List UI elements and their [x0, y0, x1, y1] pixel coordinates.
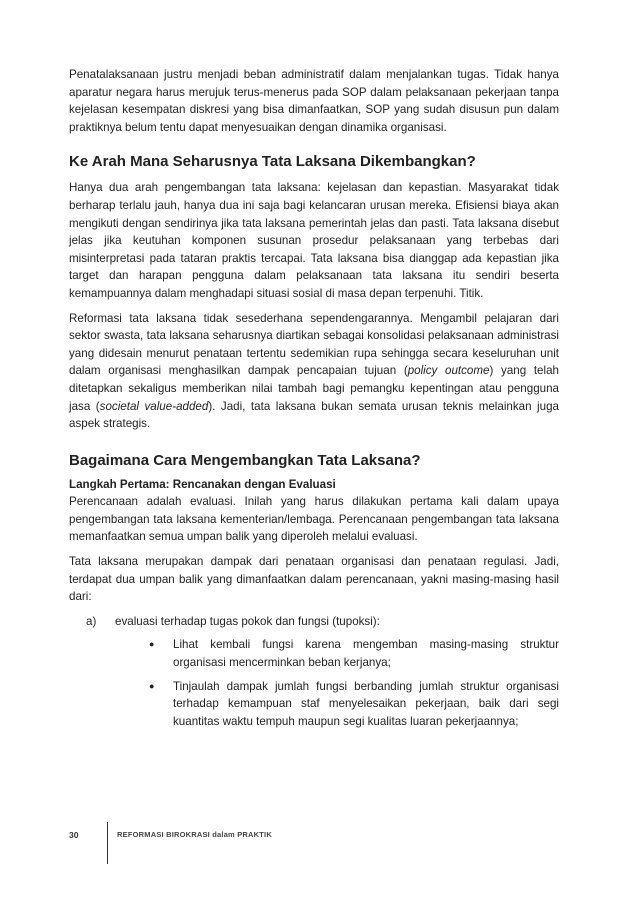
- list-item-text: evaluasi terhadap tugas pokok dan fungsi (tupoksi):: [115, 614, 380, 628]
- bullet-list: [69, 636, 559, 730]
- page-body: [69, 66, 559, 736]
- list-marker: a): [86, 614, 97, 628]
- policy-outcome-term: policy outcome: [407, 364, 490, 378]
- societal-value-added-term: societal value-added: [99, 399, 209, 413]
- method-paragraph-2: Tata laksana merupakan dampak dari penataan organisasi dan penataan regulasi. Jadi, terdapat dua umpan balik yang dimanfaatkan dalam perencanaan, yakni masing-masing hasil dari:: [69, 555, 559, 604]
- paragraph-text: Reformasi tata laksana tidak sesederhana sependengarannya. Mengambil pelajaran dari sektor swasta, tata laksana seharusnya diartikan sebagai konsolidasi pelaksanaan administrasi yang didesain menurut penataan tertentu sedemikian rupa sehingga secara keseluruhan unit dalam organisasi menghasilkan dampak pencapaian tujuan (: [69, 311, 559, 378]
- running-title: REFORMASI BIROKRASI dalam PRAKTIK: [117, 830, 272, 839]
- footer-divider: [107, 822, 108, 864]
- page-number: 30: [69, 830, 79, 840]
- paragraph-text: ) yang telah ditetapkan sekaligus memberikan nilai tambah bagi pemangku kepentingan atau pengguna jasa (: [69, 364, 559, 413]
- intro-paragraph: Penatalaksanaan justru menjadi beban administratif dalam menjalankan tugas. Tidak hanya aparatur negara harus merujuk terus-menerus pada SOP dalam pelaksanaan pekerjaan tanpa kejelasan kesempatan diskresi yang bisa dimanfaatkan, SOP yang sudah disusun pun dalam praktiknya belum tentu dapat menyesuaikan dengan dinamika organisasi.: [69, 68, 559, 134]
- bullet-icon: ●: [149, 639, 155, 650]
- page-footer: [69, 822, 469, 862]
- bullet-icon: ●: [149, 680, 155, 691]
- section-heading-method: Bagaimana Cara Mengembangkan Tata Laksana?: [69, 451, 421, 469]
- section-heading-direction: Ke Arah Mana Seharusnya Tata Laksana Dikembangkan?: [69, 153, 476, 171]
- direction-paragraph-1: Hanya dua arah pengembangan tata laksana: kejelasan dan kepastian. Masyarakat tidak berharap terlalu jauh, hanya dua ini saja bagi kelancaran urusan mereka. Efisiensi biaya akan mengikuti dengan sendirinya jika tata laksana pemerintah jelas dan pasti. Tata laksana disebut jelas jika keutuhan komponen susunan prosedur pelaksanaan yang terbebas dari misinterpretasi pada tataran praktis tercapai. Tata laksana bisa dianggap ada kepastian jika target dan harapan pengguna dalam pelaksanaan tata laksana itu sendiri beserta kemampuannya dalam menghadapi situasi sosial di masa depan terpenuhi. Titik.: [69, 181, 559, 300]
- list-item: [149, 678, 559, 731]
- step-one-subheading: Langkah Pertama: Rencanakan dengan Evaluasi: [69, 477, 336, 491]
- list-item-a: [69, 613, 559, 631]
- direction-paragraph-2: [69, 310, 559, 433]
- bullet-text: Lihat kembali fungsi karena mengemban masing-masing struktur organisasi mencerminkan beban kerjanya;: [173, 638, 559, 670]
- list-item: [149, 636, 559, 671]
- paragraph-text: ). Jadi, tata laksana bukan semata urusan teknis melainkan juga aspek strategis.: [69, 399, 559, 431]
- bullet-text: Tinjaulah dampak jumlah fungsi berbanding jumlah struktur organisasi terhadap kemampuan staf menyelesaikan pekerjaan, baik dari segi kuantitas waktu tempuh maupun segi kualitas luaran pekerjaannya;: [173, 679, 559, 728]
- method-paragraph-1: Perencanaan adalah evaluasi. Inilah yang harus dilakukan pertama kali dalam upaya pengembangan tata laksana kementerian/lembaga. Perencanaan pengembangan tata laksana memanfaatkan semua umpan balik yang diperoleh melalui evaluasi.: [69, 495, 559, 544]
